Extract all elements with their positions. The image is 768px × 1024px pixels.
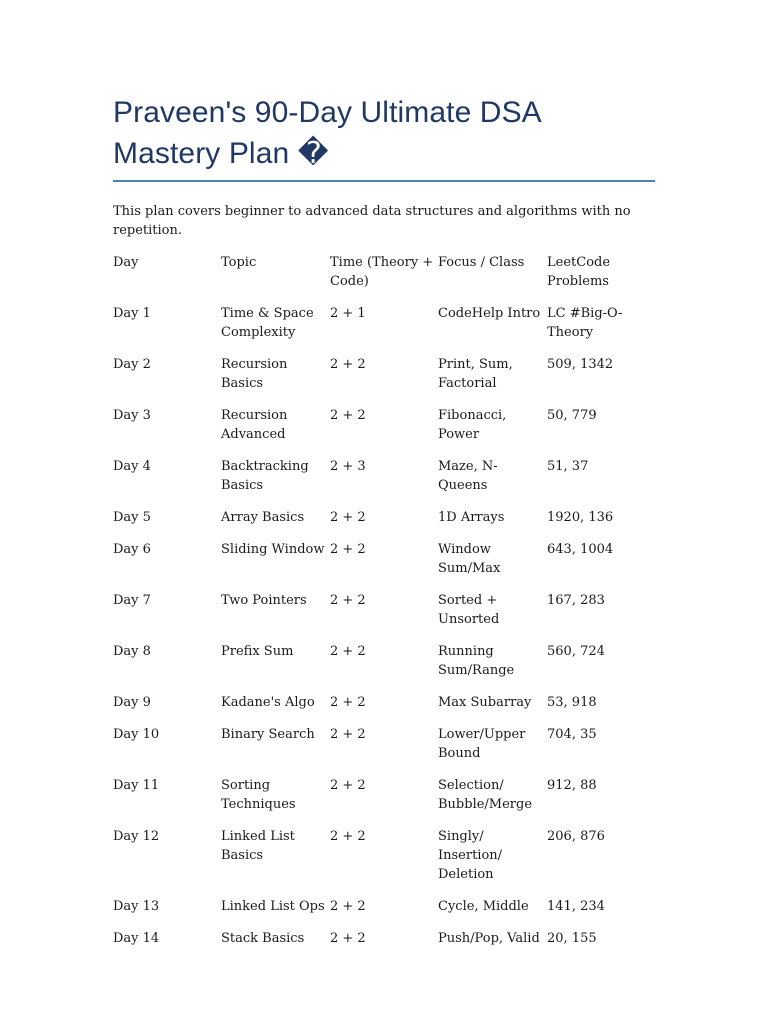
cell-leetcode: 1920, 136 (547, 510, 614, 525)
cell-focus: Max Subarray (438, 695, 532, 710)
cell-leetcode: 704, 35 (547, 727, 597, 742)
cell-topic: Sliding Window (221, 542, 325, 557)
header-topic: Topic (221, 255, 257, 270)
cell-topic: Time & Space Complexity (221, 306, 314, 340)
cell-leetcode: 50, 779 (547, 408, 597, 423)
cell-day: Day 12 (113, 829, 160, 844)
table-row (113, 406, 655, 457)
cell-topic: Recursion Basics (221, 357, 288, 391)
cell-leetcode: 51, 37 (547, 459, 589, 474)
table-row (113, 725, 655, 776)
cell-time: 2 + 2 (330, 644, 366, 659)
cell-day: Day 9 (113, 695, 151, 710)
cell-topic: Stack Basics (221, 931, 305, 946)
cell-day: Day 14 (113, 931, 160, 946)
cell-focus: CodeHelp Intro (438, 306, 541, 321)
cell-topic: Backtracking Basics (221, 459, 309, 493)
document-title: Praveen's 90-Day Ultimate DSA Mastery Plan � (113, 96, 541, 170)
cell-focus: Cycle, Middle (438, 899, 529, 914)
cell-day: Day 7 (113, 593, 151, 608)
study-plan-table (113, 253, 655, 961)
cell-time: 2 + 2 (330, 727, 366, 742)
cell-time: 2 + 2 (330, 510, 366, 525)
header-time: Time (Theory + Code) (330, 255, 434, 289)
cell-time: 2 + 2 (330, 778, 366, 793)
cell-leetcode: 912, 88 (547, 778, 597, 793)
cell-focus: Print, Sum, Factorial (438, 357, 513, 391)
cell-leetcode: 141, 234 (547, 899, 605, 914)
table-header-row (113, 253, 655, 304)
table-row (113, 540, 655, 591)
intro-paragraph: This plan covers beginner to advanced data structures and algorithms with no repetition. (113, 204, 631, 238)
table-row (113, 508, 655, 540)
cell-time: 2 + 2 (330, 357, 366, 372)
cell-topic: Binary Search (221, 727, 315, 742)
cell-topic: Prefix Sum (221, 644, 294, 659)
cell-topic: Sorting Techniques (221, 778, 296, 812)
cell-leetcode: 206, 876 (547, 829, 605, 844)
cell-time: 2 + 2 (330, 695, 366, 710)
cell-leetcode: 509, 1342 (547, 357, 614, 372)
cell-focus: Sorted + Unsorted (438, 593, 500, 627)
cell-focus: Selection/ Bubble/Merge (438, 778, 533, 812)
cell-leetcode: 643, 1004 (547, 542, 614, 557)
cell-focus: Fibonacci, Power (438, 408, 507, 442)
cell-day: Day 5 (113, 510, 151, 525)
cell-topic: Recursion Advanced (221, 408, 288, 442)
table-row (113, 897, 655, 929)
table-row (113, 693, 655, 725)
header-leetcode: LeetCode Problems (547, 255, 611, 289)
table-row (113, 776, 655, 827)
cell-day: Day 2 (113, 357, 151, 372)
cell-time: 2 + 2 (330, 408, 366, 423)
cell-focus: 1D Arrays (438, 510, 505, 525)
header-focus: Focus / Class (438, 255, 525, 270)
cell-time: 2 + 2 (330, 829, 366, 844)
title-underline (113, 180, 655, 182)
cell-focus: Push/Pop, Valid (438, 931, 540, 946)
cell-day: Day 3 (113, 408, 151, 423)
cell-day: Day 13 (113, 899, 160, 914)
cell-focus: Lower/Upper Bound (438, 727, 526, 761)
cell-leetcode: LC #Big-O-Theory (547, 306, 623, 340)
cell-time: 2 + 2 (330, 542, 366, 557)
cell-topic: Two Pointers (221, 593, 307, 608)
cell-day: Day 11 (113, 778, 160, 793)
cell-focus: Running Sum/Range (438, 644, 515, 678)
table-row (113, 355, 655, 406)
cell-day: Day 8 (113, 644, 151, 659)
cell-topic: Array Basics (221, 510, 305, 525)
cell-leetcode: 20, 155 (547, 931, 597, 946)
cell-focus: Singly/ Insertion/ Deletion (438, 829, 503, 882)
table-row (113, 457, 655, 508)
table-row (113, 642, 655, 693)
cell-time: 2 + 3 (330, 459, 366, 474)
table-row (113, 304, 655, 355)
cell-topic: Linked List Basics (221, 829, 295, 863)
table-row (113, 591, 655, 642)
cell-day: Day 10 (113, 727, 160, 742)
cell-day: Day 6 (113, 542, 151, 557)
cell-time: 2 + 1 (330, 306, 366, 321)
cell-focus: Window Sum/Max (438, 542, 501, 576)
cell-time: 2 + 2 (330, 931, 366, 946)
cell-leetcode: 53, 918 (547, 695, 597, 710)
cell-topic: Linked List Ops (221, 899, 325, 914)
cell-leetcode: 167, 283 (547, 593, 605, 608)
table-row (113, 827, 655, 897)
cell-focus: Maze, N-Queens (438, 459, 498, 493)
header-day: Day (113, 255, 139, 270)
cell-day: Day 4 (113, 459, 151, 474)
cell-topic: Kadane's Algo (221, 695, 315, 710)
cell-time: 2 + 2 (330, 899, 366, 914)
cell-day: Day 1 (113, 306, 151, 321)
table-row (113, 929, 655, 961)
cell-leetcode: 560, 724 (547, 644, 605, 659)
cell-time: 2 + 2 (330, 593, 366, 608)
